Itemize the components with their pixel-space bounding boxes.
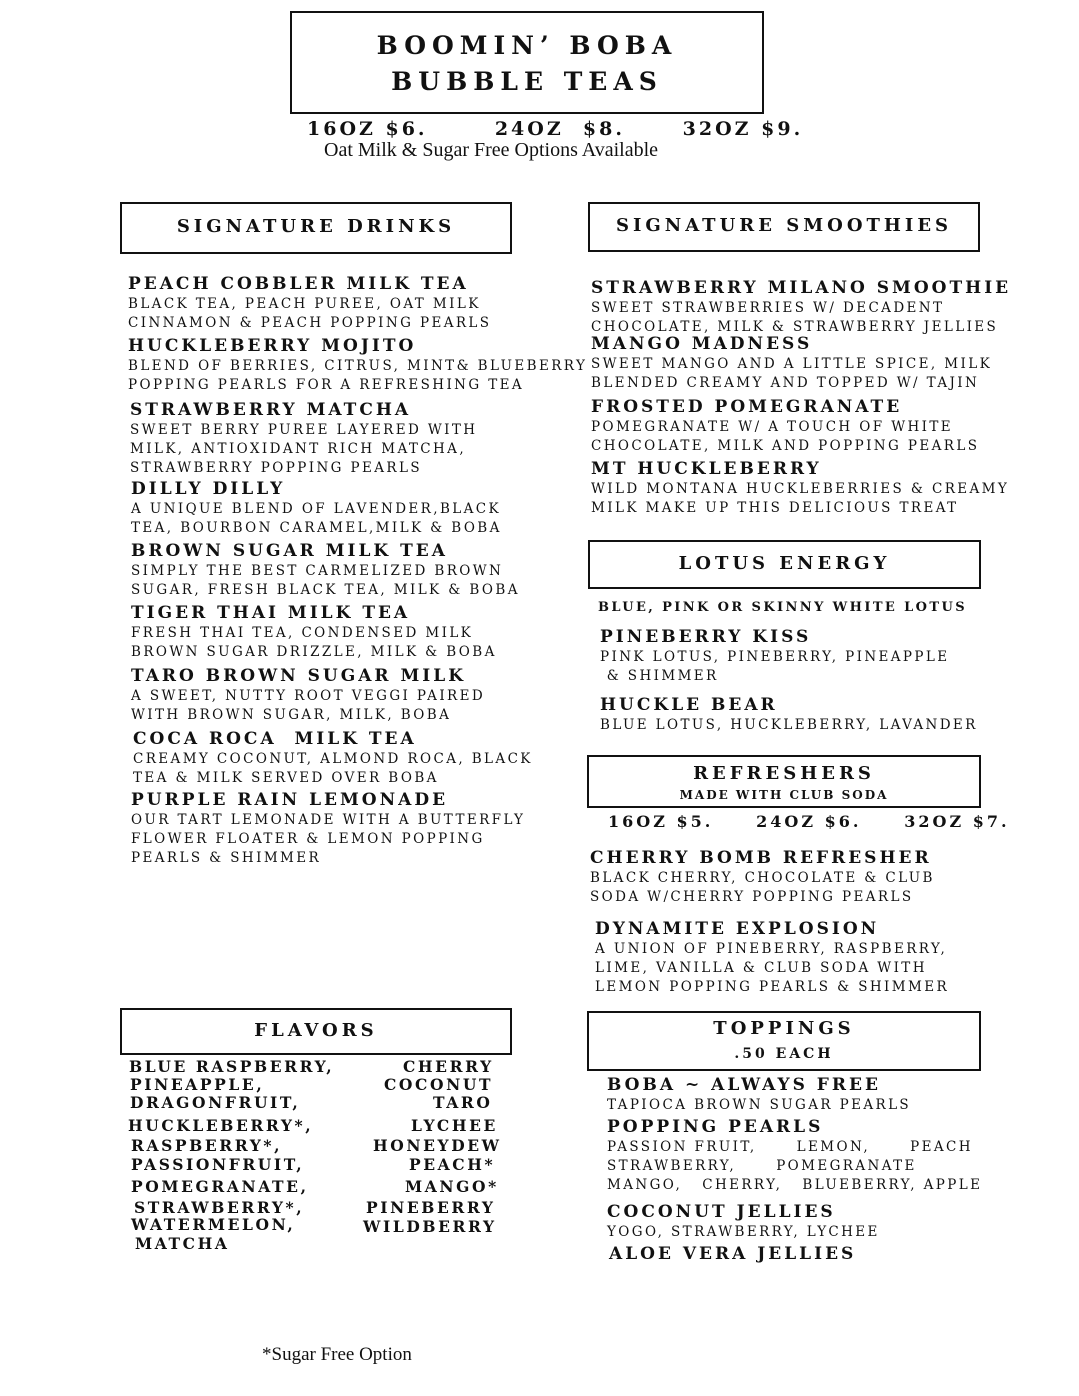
- item-name: PINEBERRY KISS: [600, 627, 812, 647]
- menu-title-line-1: BOOMIN’ BOBA: [376, 31, 678, 60]
- flavor-pineberry: PINEBERRY: [366, 1198, 496, 1217]
- flavor-coconut: COCONUT: [384, 1075, 494, 1094]
- item-desc: BLACK TEA, PEACH PUREE, OAT MILK: [128, 296, 481, 312]
- drink-huckleberry-mojito: [128, 336, 587, 395]
- flavor-peach: PEACH*: [409, 1155, 496, 1174]
- drink-purple-rain: [131, 790, 525, 868]
- item-name: DILLY DILLY: [131, 479, 286, 499]
- flavor-blue-raspberry: BLUE RASPBERRY,: [129, 1057, 335, 1076]
- item-name: CHERRY BOMB REFRESHER: [590, 848, 932, 868]
- item-name: PURPLE RAIN LEMONADE: [131, 790, 449, 810]
- drink-dilly-dilly: [131, 479, 502, 538]
- item-name: TARO BROWN SUGAR MILK: [131, 666, 466, 686]
- item-desc: SODA W/CHERRY POPPING PEARLS: [590, 889, 914, 905]
- flavor-wildberry: WILDBERRY: [363, 1217, 497, 1236]
- item-name: STRAWBERRY MILANO SMOOTHIE: [591, 278, 1012, 298]
- lotus-energy-heading-text: LOTUS ENERGY: [678, 553, 891, 574]
- smoothie-mango-madness: [591, 334, 992, 393]
- item-desc: CREAMY COCONUT, ALMOND ROCA, BLACK: [133, 751, 533, 767]
- item-name: POPPING PEARLS: [607, 1117, 824, 1137]
- item-desc: SWEET MANGO AND A LITTLE SPICE, MILK: [591, 356, 993, 372]
- item-desc: SWEET STRAWBERRIES W/ DECADENT: [591, 300, 945, 316]
- signature-drinks-heading: [120, 202, 512, 254]
- item-name: TIGER THAI MILK TEA: [131, 603, 411, 623]
- flavor-cherry: CHERRY: [403, 1057, 494, 1076]
- item-name: MANGO MADNESS: [591, 334, 813, 354]
- topping-coconut-jellies: [607, 1202, 880, 1242]
- drink-brown-sugar-milk-tea: [131, 541, 520, 600]
- item-desc: CHOCOLATE, MILK AND POPPING PEARLS: [591, 438, 980, 454]
- flavor-strawberry: STRAWBERRY*,: [134, 1198, 305, 1217]
- item-desc: & SHIMMER: [600, 668, 719, 684]
- item-name: HUCKLEBERRY MOJITO: [128, 336, 417, 356]
- toppings-heading-text: TOPPINGS: [713, 1018, 855, 1039]
- refreshers-subheading: MADE WITH CLUB SODA: [679, 788, 889, 802]
- toppings-subheading: .50 EACH: [734, 1046, 834, 1062]
- smoothie-frosted-pomegranate: [591, 397, 979, 456]
- smoothie-strawberry-milano: [591, 278, 1011, 337]
- item-desc: CINNAMON & PEACH POPPING PEARLS: [128, 315, 492, 331]
- item-desc: OUR TART LEMONADE WITH A BUTTERFLY: [131, 812, 526, 828]
- sugar-free-note: *Sugar Free Option: [262, 1344, 412, 1365]
- item-desc: A UNION OF PINEBERRY, RASPBERRY,: [595, 941, 948, 957]
- item-desc: TEA, BOURBON CARAMEL,MILK & BOBA: [131, 520, 502, 536]
- drink-peach-cobbler: [128, 274, 491, 333]
- bubble-tea-sizes: 16OZ $6. 24OZ $8. 32OZ $9.: [307, 118, 804, 140]
- item-desc: CHOCOLATE, MILK & STRAWBERRY JELLIES: [591, 319, 999, 335]
- item-desc: MANGO, CHERRY, BLUEBERRY, APPLE: [607, 1177, 983, 1193]
- item-desc: BLUE LOTUS, HUCKLEBERRY, LAVANDER: [600, 717, 978, 733]
- item-desc: BLENDED CREAMY AND TOPPED W/ TAJIN: [591, 375, 980, 391]
- item-desc: FRESH THAI TEA, CONDENSED MILK: [131, 625, 474, 641]
- item-name: BOBA ~ ALWAYS FREE: [607, 1075, 881, 1095]
- drink-coca-roca: [133, 729, 533, 788]
- item-name: DYNAMITE EXPLOSION: [595, 919, 880, 939]
- signature-drinks-heading-text: SIGNATURE DRINKS: [176, 216, 456, 237]
- flavor-lychee: LYCHEE: [411, 1116, 498, 1135]
- item-name: ALOE VERA JELLIES: [609, 1244, 857, 1264]
- item-desc: PEARLS & SHIMMER: [131, 850, 322, 866]
- item-desc: STRAWBERRY POPPING PEARLS: [130, 460, 422, 476]
- item-name: FROSTED POMEGRANATE: [591, 397, 903, 417]
- item-desc: BLACK CHERRY, CHOCOLATE & CLUB: [590, 870, 935, 886]
- item-desc: PINK LOTUS, PINEBERRY, PINEAPPLE: [600, 649, 950, 665]
- flavor-huckleberry: HUCKLEBERRY*,: [128, 1116, 314, 1135]
- item-desc: YOGO, STRAWBERRY, LYCHEE: [607, 1224, 880, 1240]
- topping-aloe-vera-jellies: [609, 1244, 856, 1265]
- signature-smoothies-heading-text: SIGNATURE SMOOTHIES: [615, 215, 953, 236]
- item-desc: TAPIOCA BROWN SUGAR PEARLS: [607, 1097, 912, 1113]
- drink-strawberry-matcha: [130, 400, 477, 478]
- menu-title-line-2: BUBBLE TEAS: [391, 67, 663, 96]
- title-box: [290, 11, 764, 114]
- item-name: COCONUT JELLIES: [607, 1202, 836, 1222]
- drink-taro-brown-sugar: [131, 666, 485, 725]
- item-desc: WITH BROWN SUGAR, MILK, BOBA: [131, 707, 452, 723]
- flavors-heading: [120, 1008, 512, 1055]
- refreshers-heading-text: REFRESHERS: [693, 763, 875, 784]
- item-name: MT HUCKLEBERRY: [591, 459, 822, 479]
- item-desc: WILD MONTANA HUCKLEBERRIES & CREAMY: [591, 481, 1010, 497]
- item-desc: BROWN SUGAR DRIZZLE, MILK & BOBA: [131, 644, 497, 660]
- item-desc: POMEGRANATE W/ A TOUCH OF WHITE: [591, 419, 954, 435]
- flavor-mango: MANGO*: [405, 1177, 499, 1196]
- item-desc: STRAWBERRY, POMEGRANATE: [607, 1158, 917, 1174]
- item-desc: A UNIQUE BLEND OF LAVENDER,BLACK: [131, 501, 501, 517]
- item-name: COCA ROCA MILK TEA: [133, 729, 417, 749]
- item-desc: TEA & MILK SERVED OVER BOBA: [133, 770, 439, 786]
- item-desc: POPPING PEARLS FOR A REFRESHING TEA: [128, 377, 525, 393]
- item-desc: MILK MAKE UP THIS DELICIOUS TREAT: [591, 500, 959, 516]
- flavor-taro: TARO: [433, 1093, 493, 1112]
- refresher-cherry-bomb: [590, 848, 935, 907]
- item-desc: SWEET BERRY PUREE LAYERED WITH: [130, 422, 478, 438]
- flavor-watermelon: WATERMELON,: [131, 1215, 296, 1234]
- item-name: STRAWBERRY MATCHA: [130, 400, 412, 420]
- flavor-dragonfruit: DRAGONFRUIT,: [130, 1093, 301, 1112]
- flavor-honeydew: HONEYDEW: [373, 1136, 502, 1155]
- flavor-raspberry: RASPBERRY*,: [131, 1136, 283, 1155]
- options-note: Oat Milk & Sugar Free Options Available: [324, 139, 659, 161]
- smoothie-mt-huckleberry: [591, 459, 1009, 518]
- topping-popping-pearls: [607, 1117, 982, 1195]
- topping-boba: [607, 1075, 911, 1115]
- refresher-sizes: 16OZ $5. 24OZ $6. 32OZ $7.: [608, 812, 1010, 831]
- flavor-matcha: MATCHA: [135, 1234, 230, 1253]
- flavor-pineapple: PINEAPPLE,: [130, 1075, 265, 1094]
- lotus-energy-heading: [588, 540, 981, 589]
- item-name: HUCKLE BEAR: [600, 695, 778, 715]
- item-desc: PASSION FRUIT, LEMON, PEACH: [607, 1139, 973, 1155]
- flavor-passionfruit: PASSIONFRUIT,: [131, 1155, 305, 1174]
- item-desc: MILK, ANTIOXIDANT RICH MATCHA,: [130, 441, 467, 457]
- item-desc: A SWEET, NUTTY ROOT VEGGI PAIRED: [131, 688, 486, 704]
- flavor-pomegranate: POMEGRANATE,: [131, 1177, 309, 1196]
- lotus-options: BLUE, PINK OR SKINNY WHITE LOTUS: [598, 600, 968, 615]
- item-desc: LEMON POPPING PEARLS & SHIMMER: [595, 979, 950, 995]
- item-desc: SIMPLY THE BEST CARMELIZED BROWN: [131, 563, 504, 579]
- refreshers-heading: [587, 755, 981, 808]
- item-name: BROWN SUGAR MILK TEA: [131, 541, 448, 561]
- item-desc: BLEND OF BERRIES, CITRUS, MINT& BLUEBERRY: [128, 358, 588, 374]
- toppings-heading: [587, 1011, 981, 1071]
- item-desc: SUGAR, FRESH BLACK TEA, MILK & BOBA: [131, 582, 520, 598]
- item-name: PEACH COBBLER MILK TEA: [128, 274, 469, 294]
- item-desc: LIME, VANILLA & CLUB SODA WITH: [595, 960, 927, 976]
- flavors-heading-text: FLAVORS: [254, 1020, 378, 1041]
- refresher-dynamite-explosion: [595, 919, 949, 997]
- drink-tiger-thai: [131, 603, 497, 662]
- lotus-pineberry-kiss: [600, 627, 950, 686]
- item-desc: FLOWER FLOATER & LEMON POPPING: [131, 831, 485, 847]
- signature-smoothies-heading: [588, 202, 980, 252]
- lotus-huckle-bear: [600, 695, 978, 735]
